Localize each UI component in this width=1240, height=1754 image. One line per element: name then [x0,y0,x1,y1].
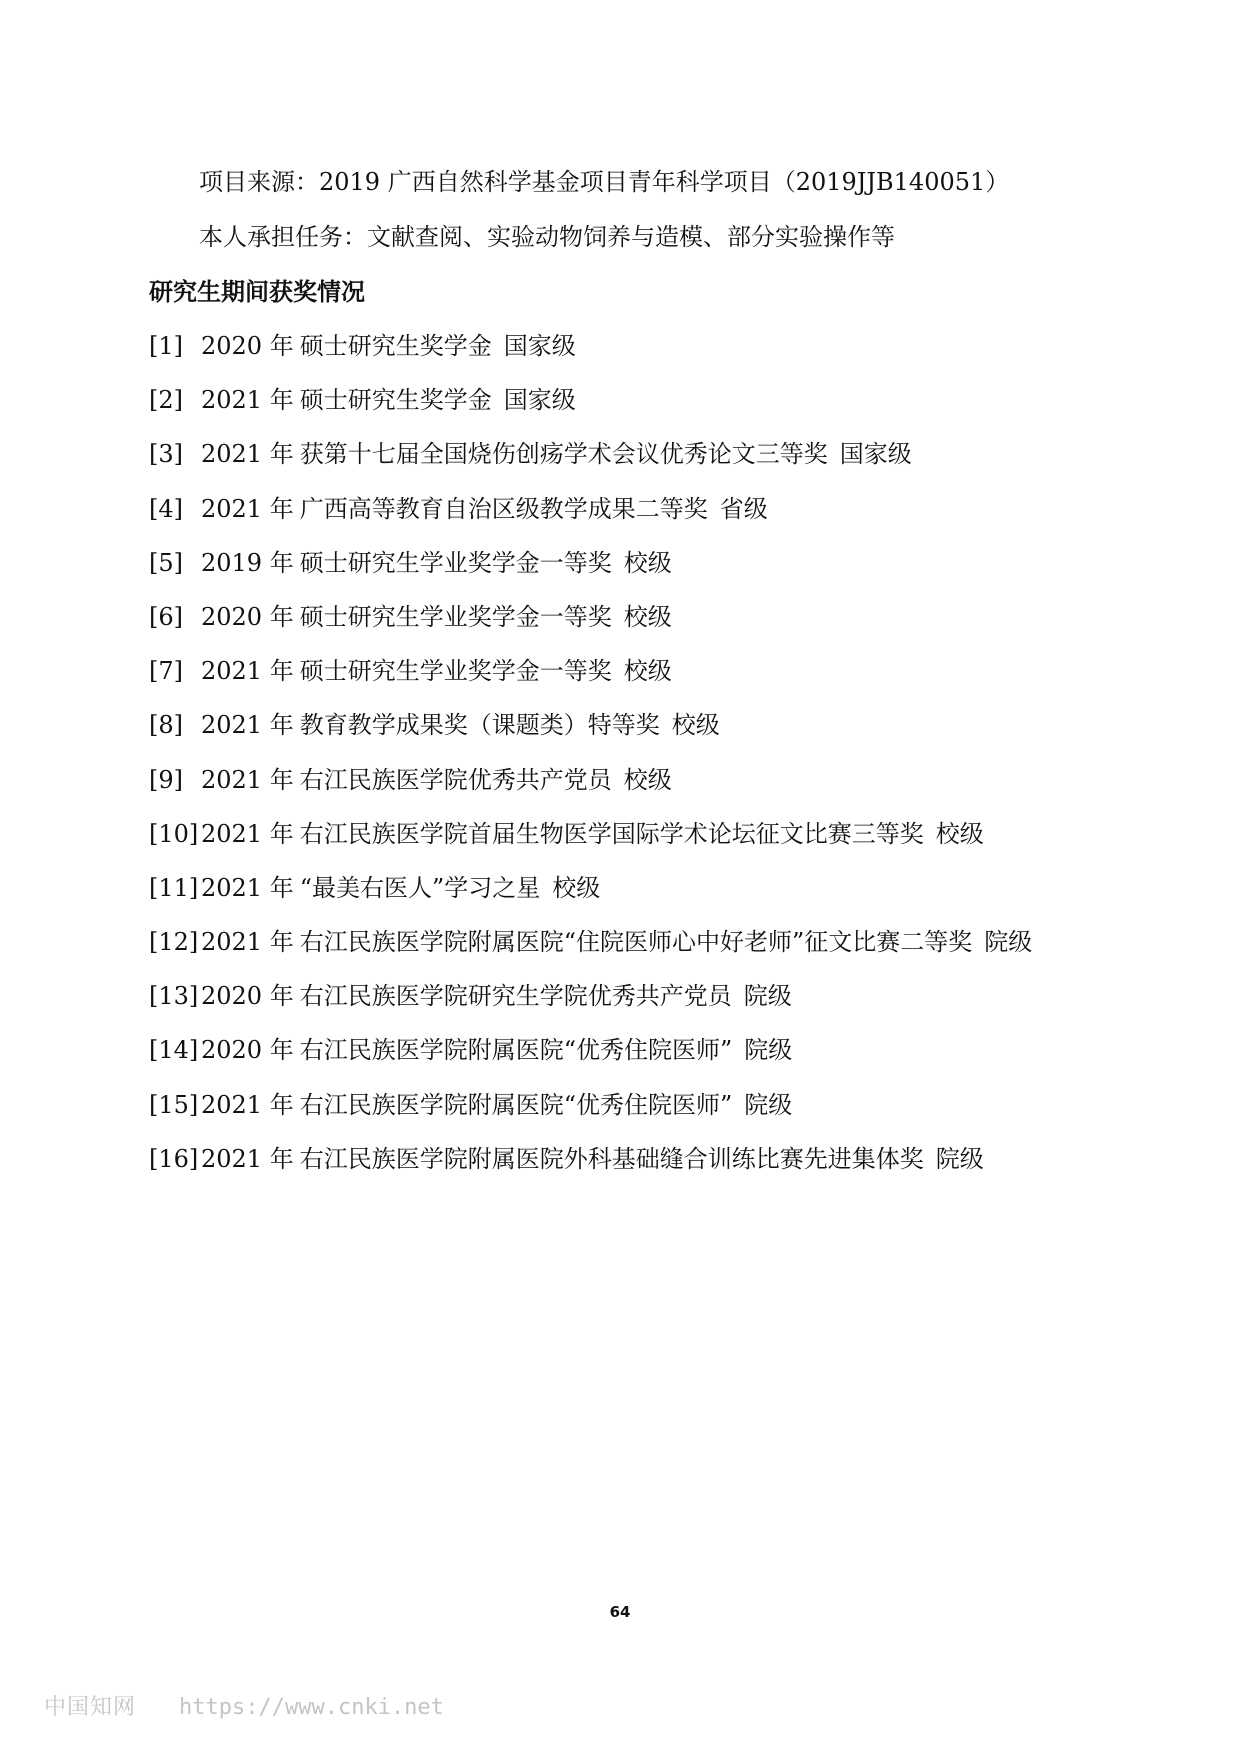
award-item [149,601,1189,655]
award-level: 校级 [671,711,720,740]
award-description: 获第十七届全国烧伤创疡学术会议优秀论文三等奖 [299,440,828,469]
award-level: 院级 [935,1144,984,1173]
award-level: 国家级 [503,386,576,415]
award-year: 2021 年 [201,711,294,740]
award-level: 院级 [744,1090,793,1119]
award-number: [13] [149,982,199,1011]
award-year: 2021 年 [201,928,294,957]
awards-list [149,330,1189,1197]
award-level: 校级 [623,548,672,577]
award-number: [7] [149,657,183,686]
award-description: 右江民族医学院优秀共产党员 [299,765,612,794]
award-description: 右江民族医学院研究生学院优秀共产党员 [299,982,732,1011]
award-level: 国家级 [839,440,912,469]
award-year: 2021 年 [201,1090,294,1119]
award-year: 2021 年 [201,819,294,848]
page-number: 64 [609,1603,631,1621]
award-item [149,330,1189,384]
award-year: 2021 年 [201,765,294,794]
project-source: 项目来源：2019 广西自然科学基金项目青年科学项目（2019JJB140051） [199,168,1010,196]
award-number: [12] [149,928,199,957]
award-year: 2020 年 [201,982,294,1011]
award-number: [15] [149,1090,199,1119]
award-year: 2020 年 [201,602,294,631]
award-level: 校级 [623,602,672,631]
award-year: 2021 年 [201,657,294,686]
award-number: [10] [149,819,199,848]
project-task: 本人承担任务：文献查阅、实验动物饲养与造模、部分实验操作等 [199,223,895,251]
award-year: 2020 年 [201,1036,294,1065]
award-level: 院级 [743,982,792,1011]
award-year: 2021 年 [201,494,294,523]
award-description: 右江民族医学院附属医院“住院医师心中好老师”征文比赛二等奖 [299,928,973,957]
award-year: 2020 年 [201,332,294,360]
award-item [149,926,1189,980]
award-item [149,980,1189,1034]
award-item [149,709,1189,763]
award-description: 广西高等教育自治区级教学成果二等奖 [299,494,708,523]
award-number: [5] [149,548,183,577]
award-item [149,438,1189,492]
award-year: 2021 年 [201,440,294,469]
award-description: 硕士研究生学业奖学金一等奖 [299,548,612,577]
award-level: 校级 [623,765,672,794]
award-year: 2019 年 [201,548,294,577]
award-number: [6] [149,602,183,631]
award-year: 2021 年 [201,873,294,902]
award-number: [1] [149,332,183,360]
award-number: [8] [149,711,183,740]
award-number: [2] [149,386,183,415]
award-description: 右江民族医学院附属医院“优秀住院医师” [299,1036,733,1065]
award-description: 右江民族医学院附属医院“优秀住院医师” [299,1090,733,1119]
award-description: 右江民族医学院首届生物医学国际学术论坛征文比赛三等奖 [299,819,924,848]
award-level: 院级 [744,1036,793,1065]
award-item [149,655,1189,709]
award-item [149,1089,1189,1143]
award-item [149,764,1189,818]
award-level: 校级 [552,873,601,902]
awards-heading: 研究生期间获奖情况 [149,278,365,306]
award-year: 2021 年 [201,386,294,415]
award-item [149,818,1189,872]
award-number: [14] [149,1036,199,1065]
award-item [149,1143,1189,1197]
cnki-url: https://www.cnki.net [179,1695,444,1720]
award-item [149,493,1189,547]
award-number: [3] [149,440,183,469]
award-number: [9] [149,765,183,794]
award-year: 2021 年 [201,1144,294,1173]
award-description: 硕士研究生奖学金 [299,332,492,360]
cnki-logo-text: 中国知网 [44,1695,137,1720]
award-number: [16] [149,1144,199,1173]
award-level: 院级 [984,928,1033,957]
award-number: [11] [149,873,199,902]
award-item [149,547,1189,601]
award-number: [4] [149,494,183,523]
award-item [149,872,1189,926]
award-description: 硕士研究生学业奖学金一等奖 [299,657,612,686]
award-item [149,384,1189,438]
award-level: 校级 [623,657,672,686]
award-description: “最美右医人”学习之星 [299,873,541,902]
award-level: 省级 [719,494,768,523]
award-item [149,1034,1189,1088]
award-description: 硕士研究生奖学金 [299,386,492,415]
award-level: 国家级 [503,332,576,360]
award-description: 教育教学成果奖（课题类）特等奖 [299,711,660,740]
cnki-watermark [44,1690,444,1721]
award-description: 右江民族医学院附属医院外科基础缝合训练比赛先进集体奖 [299,1144,924,1173]
award-description: 硕士研究生学业奖学金一等奖 [299,602,612,631]
award-level: 校级 [935,819,984,848]
